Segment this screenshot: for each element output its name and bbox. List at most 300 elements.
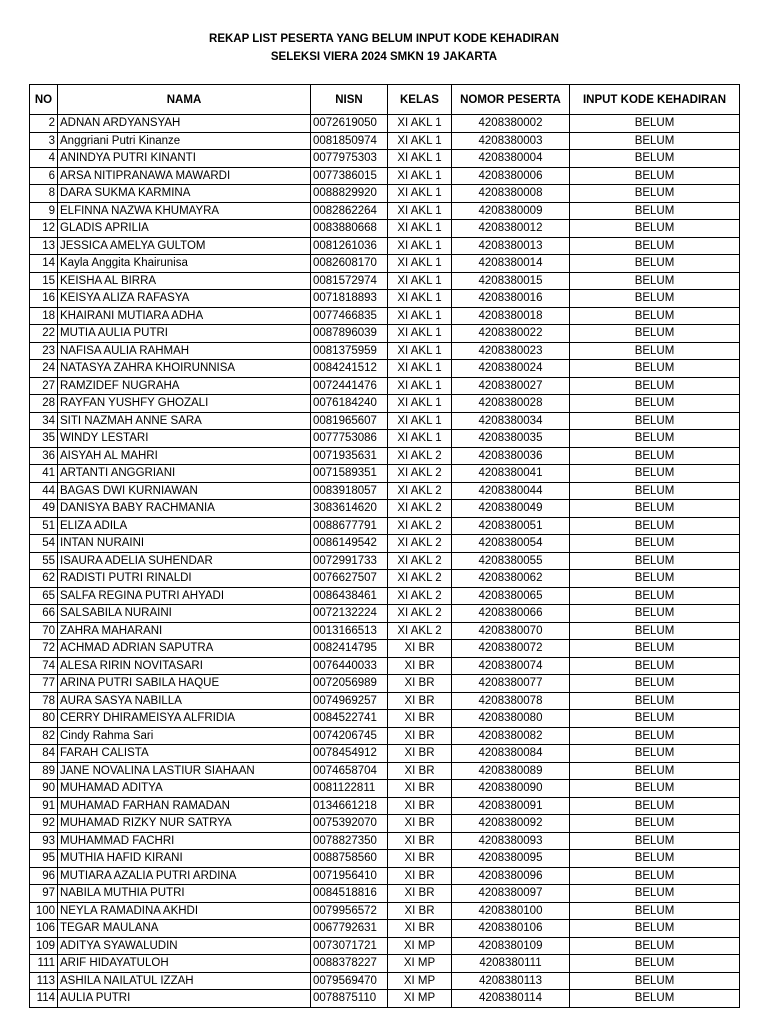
table-row bbox=[30, 675, 740, 693]
cell-kelas: XI BR bbox=[388, 657, 452, 675]
cell-kelas: XI BR bbox=[388, 762, 452, 780]
table-row bbox=[30, 202, 740, 220]
cell-no: 66 bbox=[30, 605, 58, 623]
cell-nisn: 0067792631 bbox=[311, 920, 388, 938]
cell-nama: GLADIS APRILIA bbox=[58, 220, 311, 238]
cell-kelas: XI BR bbox=[388, 867, 452, 885]
table-row bbox=[30, 937, 740, 955]
cell-nisn: 0076440033 bbox=[311, 657, 388, 675]
cell-kelas: XI AKL 1 bbox=[388, 412, 452, 430]
cell-input-kode-kehadiran: BELUM bbox=[570, 552, 740, 570]
table-row bbox=[30, 622, 740, 640]
cell-nomor-peserta: 4208380114 bbox=[452, 990, 570, 1008]
table-row bbox=[30, 465, 740, 483]
cell-kelas: XI AKL 2 bbox=[388, 465, 452, 483]
table-row bbox=[30, 220, 740, 238]
cell-no: 93 bbox=[30, 832, 58, 850]
cell-nomor-peserta: 4208380044 bbox=[452, 482, 570, 500]
cell-nisn: 0078454912 bbox=[311, 745, 388, 763]
table-row bbox=[30, 640, 740, 658]
cell-nama: RAMZIDEF NUGRAHA bbox=[58, 377, 311, 395]
cell-nama: ARSA NITIPRANAWA MAWARDI bbox=[58, 167, 311, 185]
cell-input-kode-kehadiran: BELUM bbox=[570, 797, 740, 815]
cell-input-kode-kehadiran: BELUM bbox=[570, 342, 740, 360]
cell-nomor-peserta: 4208380023 bbox=[452, 342, 570, 360]
cell-nama: KEISYA ALIZA RAFASYA bbox=[58, 290, 311, 308]
table-row bbox=[30, 745, 740, 763]
cell-nisn: 0081375959 bbox=[311, 342, 388, 360]
cell-kelas: XI AKL 1 bbox=[388, 360, 452, 378]
cell-nomor-peserta: 4208380018 bbox=[452, 307, 570, 325]
cell-kelas: XI BR bbox=[388, 710, 452, 728]
cell-nisn: 0084241512 bbox=[311, 360, 388, 378]
cell-no: 55 bbox=[30, 552, 58, 570]
cell-nomor-peserta: 4208380062 bbox=[452, 570, 570, 588]
cell-no: 13 bbox=[30, 237, 58, 255]
cell-nomor-peserta: 4208380014 bbox=[452, 255, 570, 273]
cell-nisn: 0071956410 bbox=[311, 867, 388, 885]
cell-kelas: XI AKL 2 bbox=[388, 587, 452, 605]
cell-input-kode-kehadiran: BELUM bbox=[570, 727, 740, 745]
cell-nisn: 0078875110 bbox=[311, 990, 388, 1008]
cell-input-kode-kehadiran: BELUM bbox=[570, 710, 740, 728]
cell-kelas: XI AKL 2 bbox=[388, 482, 452, 500]
cell-nisn: 0074658704 bbox=[311, 762, 388, 780]
table-row bbox=[30, 955, 740, 973]
cell-nisn: 0086149542 bbox=[311, 535, 388, 553]
cell-nomor-peserta: 4208380080 bbox=[452, 710, 570, 728]
cell-nama: AULIA PUTRI bbox=[58, 990, 311, 1008]
cell-kelas: XI AKL 1 bbox=[388, 272, 452, 290]
cell-nisn: 0074206745 bbox=[311, 727, 388, 745]
cell-no: 9 bbox=[30, 202, 58, 220]
cell-nomor-peserta: 4208380077 bbox=[452, 675, 570, 693]
cell-input-kode-kehadiran: BELUM bbox=[570, 517, 740, 535]
cell-nama: BAGAS DWI KURNIAWAN bbox=[58, 482, 311, 500]
cell-kelas: XI BR bbox=[388, 780, 452, 798]
table-row bbox=[30, 762, 740, 780]
cell-nomor-peserta: 4208380111 bbox=[452, 955, 570, 973]
cell-no: 22 bbox=[30, 325, 58, 343]
cell-nisn: 0134661218 bbox=[311, 797, 388, 815]
cell-input-kode-kehadiran: BELUM bbox=[570, 745, 740, 763]
cell-nomor-peserta: 4208380054 bbox=[452, 535, 570, 553]
cell-nama: ACHMAD ADRIAN SAPUTRA bbox=[58, 640, 311, 658]
cell-no: 12 bbox=[30, 220, 58, 238]
cell-nisn: 3083614620 bbox=[311, 500, 388, 518]
cell-nomor-peserta: 4208380009 bbox=[452, 202, 570, 220]
cell-nama: KHAIRANI MUTIARA ADHA bbox=[58, 307, 311, 325]
cell-no: 111 bbox=[30, 955, 58, 973]
cell-input-kode-kehadiran: BELUM bbox=[570, 150, 740, 168]
cell-kelas: XI BR bbox=[388, 885, 452, 903]
cell-no: 77 bbox=[30, 675, 58, 693]
document-title bbox=[0, 30, 768, 66]
header-nama: NAMA bbox=[58, 85, 311, 115]
cell-nomor-peserta: 4208380065 bbox=[452, 587, 570, 605]
cell-kelas: XI BR bbox=[388, 797, 452, 815]
table-row bbox=[30, 150, 740, 168]
cell-input-kode-kehadiran: BELUM bbox=[570, 850, 740, 868]
cell-nama: CERRY DHIRAMEISYA ALFRIDIA bbox=[58, 710, 311, 728]
table-row bbox=[30, 255, 740, 273]
cell-nama: RAYFAN YUSHFY GHOZALI bbox=[58, 395, 311, 413]
cell-nomor-peserta: 4208380092 bbox=[452, 815, 570, 833]
table-row bbox=[30, 360, 740, 378]
cell-nama: ALESA RIRIN NOVITASARI bbox=[58, 657, 311, 675]
cell-input-kode-kehadiran: BELUM bbox=[570, 360, 740, 378]
cell-input-kode-kehadiran: BELUM bbox=[570, 465, 740, 483]
cell-no: 113 bbox=[30, 972, 58, 990]
cell-nomor-peserta: 4208380055 bbox=[452, 552, 570, 570]
cell-nama: ELFINNA NAZWA KHUMAYRA bbox=[58, 202, 311, 220]
cell-nomor-peserta: 4208380100 bbox=[452, 902, 570, 920]
cell-nisn: 0077753086 bbox=[311, 430, 388, 448]
cell-nomor-peserta: 4208380034 bbox=[452, 412, 570, 430]
table-row bbox=[30, 132, 740, 150]
table-row bbox=[30, 272, 740, 290]
table-row bbox=[30, 780, 740, 798]
cell-nomor-peserta: 4208380041 bbox=[452, 465, 570, 483]
title-line-1: REKAP LIST PESERTA YANG BELUM INPUT KODE KEHADIRAN bbox=[209, 33, 559, 45]
cell-kelas: XI BR bbox=[388, 815, 452, 833]
cell-nama: MUTHIA HAFID KIRANI bbox=[58, 850, 311, 868]
cell-no: 82 bbox=[30, 727, 58, 745]
cell-input-kode-kehadiran: BELUM bbox=[570, 605, 740, 623]
cell-kelas: XI AKL 2 bbox=[388, 605, 452, 623]
cell-input-kode-kehadiran: BELUM bbox=[570, 220, 740, 238]
cell-input-kode-kehadiran: BELUM bbox=[570, 640, 740, 658]
cell-no: 15 bbox=[30, 272, 58, 290]
cell-nama: ANINDYA PUTRI KINANTI bbox=[58, 150, 311, 168]
cell-no: 90 bbox=[30, 780, 58, 798]
table-row bbox=[30, 710, 740, 728]
cell-nama: SALFA REGINA PUTRI AHYADI bbox=[58, 587, 311, 605]
cell-nisn: 0074969257 bbox=[311, 692, 388, 710]
cell-nama: WINDY LESTARI bbox=[58, 430, 311, 448]
cell-input-kode-kehadiran: BELUM bbox=[570, 955, 740, 973]
cell-nomor-peserta: 4208380072 bbox=[452, 640, 570, 658]
cell-nama: ARINA PUTRI SABILA HAQUE bbox=[58, 675, 311, 693]
cell-nisn: 0081850974 bbox=[311, 132, 388, 150]
cell-no: 34 bbox=[30, 412, 58, 430]
table-row bbox=[30, 657, 740, 675]
cell-nisn: 0083880668 bbox=[311, 220, 388, 238]
cell-input-kode-kehadiran: BELUM bbox=[570, 587, 740, 605]
cell-nisn: 0077975303 bbox=[311, 150, 388, 168]
cell-nama: Kayla Anggita Khairunisa bbox=[58, 255, 311, 273]
cell-no: 100 bbox=[30, 902, 58, 920]
cell-input-kode-kehadiran: BELUM bbox=[570, 412, 740, 430]
cell-nama: MUHAMAD RIZKY NUR SATRYA bbox=[58, 815, 311, 833]
cell-nisn: 0076184240 bbox=[311, 395, 388, 413]
cell-input-kode-kehadiran: BELUM bbox=[570, 325, 740, 343]
cell-nomor-peserta: 4208380074 bbox=[452, 657, 570, 675]
cell-kelas: XI AKL 1 bbox=[388, 255, 452, 273]
cell-no: 24 bbox=[30, 360, 58, 378]
cell-input-kode-kehadiran: BELUM bbox=[570, 307, 740, 325]
cell-kelas: XI AKL 1 bbox=[388, 220, 452, 238]
cell-kelas: XI AKL 1 bbox=[388, 150, 452, 168]
cell-kelas: XI AKL 1 bbox=[388, 167, 452, 185]
cell-nomor-peserta: 4208380004 bbox=[452, 150, 570, 168]
cell-nisn: 0072991733 bbox=[311, 552, 388, 570]
cell-kelas: XI BR bbox=[388, 727, 452, 745]
header-nomor-peserta: NOMOR PESERTA bbox=[452, 85, 570, 115]
cell-input-kode-kehadiran: BELUM bbox=[570, 447, 740, 465]
cell-input-kode-kehadiran: BELUM bbox=[570, 920, 740, 938]
cell-input-kode-kehadiran: BELUM bbox=[570, 377, 740, 395]
table-row bbox=[30, 325, 740, 343]
cell-nama: FARAH CALISTA bbox=[58, 745, 311, 763]
cell-nomor-peserta: 4208380028 bbox=[452, 395, 570, 413]
cell-nama: TEGAR MAULANA bbox=[58, 920, 311, 938]
cell-nomor-peserta: 4208380109 bbox=[452, 937, 570, 955]
cell-input-kode-kehadiran: BELUM bbox=[570, 692, 740, 710]
cell-nomor-peserta: 4208380070 bbox=[452, 622, 570, 640]
cell-kelas: XI MP bbox=[388, 937, 452, 955]
cell-nama: ASHILA NAILATUL IZZAH bbox=[58, 972, 311, 990]
cell-no: 72 bbox=[30, 640, 58, 658]
cell-no: 65 bbox=[30, 587, 58, 605]
table-row bbox=[30, 867, 740, 885]
cell-input-kode-kehadiran: BELUM bbox=[570, 500, 740, 518]
cell-nisn: 0082862264 bbox=[311, 202, 388, 220]
cell-kelas: XI AKL 2 bbox=[388, 552, 452, 570]
cell-nomor-peserta: 4208380093 bbox=[452, 832, 570, 850]
cell-input-kode-kehadiran: BELUM bbox=[570, 395, 740, 413]
cell-input-kode-kehadiran: BELUM bbox=[570, 780, 740, 798]
cell-input-kode-kehadiran: BELUM bbox=[570, 902, 740, 920]
cell-kelas: XI BR bbox=[388, 675, 452, 693]
cell-nama: ARTANTI ANGGRIANI bbox=[58, 465, 311, 483]
table-row bbox=[30, 972, 740, 990]
cell-nomor-peserta: 4208380051 bbox=[452, 517, 570, 535]
table-row bbox=[30, 587, 740, 605]
cell-nama: JESSICA AMELYA GULTOM bbox=[58, 237, 311, 255]
cell-nomor-peserta: 4208380095 bbox=[452, 850, 570, 868]
cell-nomor-peserta: 4208380002 bbox=[452, 115, 570, 133]
cell-no: 6 bbox=[30, 167, 58, 185]
cell-nisn: 0072056989 bbox=[311, 675, 388, 693]
cell-input-kode-kehadiran: BELUM bbox=[570, 290, 740, 308]
cell-nomor-peserta: 4208380012 bbox=[452, 220, 570, 238]
cell-kelas: XI AKL 2 bbox=[388, 517, 452, 535]
cell-nama: ELIZA ADILA bbox=[58, 517, 311, 535]
cell-nisn: 0088677791 bbox=[311, 517, 388, 535]
table-row bbox=[30, 447, 740, 465]
cell-kelas: XI AKL 1 bbox=[388, 395, 452, 413]
cell-input-kode-kehadiran: BELUM bbox=[570, 867, 740, 885]
cell-nama: MUHAMAD ADITYA bbox=[58, 780, 311, 798]
cell-nama: SALSABILA NURAINI bbox=[58, 605, 311, 623]
cell-nisn: 0075392070 bbox=[311, 815, 388, 833]
cell-no: 16 bbox=[30, 290, 58, 308]
cell-nisn: 0071818893 bbox=[311, 290, 388, 308]
cell-nisn: 0072441476 bbox=[311, 377, 388, 395]
cell-nomor-peserta: 4208380015 bbox=[452, 272, 570, 290]
cell-no: 95 bbox=[30, 850, 58, 868]
cell-nomor-peserta: 4208380097 bbox=[452, 885, 570, 903]
table-row bbox=[30, 517, 740, 535]
cell-no: 54 bbox=[30, 535, 58, 553]
cell-nomor-peserta: 4208380003 bbox=[452, 132, 570, 150]
cell-kelas: XI BR bbox=[388, 832, 452, 850]
cell-no: 8 bbox=[30, 185, 58, 203]
cell-nomor-peserta: 4208380006 bbox=[452, 167, 570, 185]
table-row bbox=[30, 832, 740, 850]
cell-nisn: 0084522741 bbox=[311, 710, 388, 728]
table-row bbox=[30, 692, 740, 710]
table-row bbox=[30, 535, 740, 553]
header-kelas: KELAS bbox=[388, 85, 452, 115]
table-row bbox=[30, 115, 740, 133]
cell-kelas: XI BR bbox=[388, 692, 452, 710]
cell-input-kode-kehadiran: BELUM bbox=[570, 535, 740, 553]
cell-kelas: XI AKL 1 bbox=[388, 290, 452, 308]
title-line-2: SELEKSI VIERA 2024 SMKN 19 JAKARTA bbox=[270, 51, 498, 63]
cell-input-kode-kehadiran: BELUM bbox=[570, 255, 740, 273]
table-row bbox=[30, 395, 740, 413]
cell-kelas: XI AKL 2 bbox=[388, 570, 452, 588]
cell-nomor-peserta: 4208380113 bbox=[452, 972, 570, 990]
cell-input-kode-kehadiran: BELUM bbox=[570, 972, 740, 990]
cell-nisn: 0083918057 bbox=[311, 482, 388, 500]
cell-input-kode-kehadiran: BELUM bbox=[570, 132, 740, 150]
cell-nama: ZAHRA MAHARANI bbox=[58, 622, 311, 640]
table-row bbox=[30, 290, 740, 308]
cell-nomor-peserta: 4208380008 bbox=[452, 185, 570, 203]
cell-nama: NAFISA AULIA RAHMAH bbox=[58, 342, 311, 360]
cell-nomor-peserta: 4208380089 bbox=[452, 762, 570, 780]
table-row bbox=[30, 307, 740, 325]
cell-input-kode-kehadiran: BELUM bbox=[570, 202, 740, 220]
cell-no: 114 bbox=[30, 990, 58, 1008]
cell-no: 44 bbox=[30, 482, 58, 500]
cell-kelas: XI AKL 1 bbox=[388, 377, 452, 395]
table-row bbox=[30, 920, 740, 938]
cell-nomor-peserta: 4208380035 bbox=[452, 430, 570, 448]
cell-kelas: XI AKL 1 bbox=[388, 342, 452, 360]
cell-nisn: 0088758560 bbox=[311, 850, 388, 868]
cell-nama: MUHAMAD FARHAN RAMADAN bbox=[58, 797, 311, 815]
table-row bbox=[30, 377, 740, 395]
cell-nama: ISAURA ADELIA SUHENDAR bbox=[58, 552, 311, 570]
cell-input-kode-kehadiran: BELUM bbox=[570, 430, 740, 448]
table-row bbox=[30, 482, 740, 500]
table-row bbox=[30, 902, 740, 920]
cell-kelas: XI BR bbox=[388, 745, 452, 763]
cell-nomor-peserta: 4208380066 bbox=[452, 605, 570, 623]
cell-nisn: 0088378227 bbox=[311, 955, 388, 973]
cell-no: 28 bbox=[30, 395, 58, 413]
header-input-kode-kehadiran: INPUT KODE KEHADIRAN bbox=[570, 85, 740, 115]
cell-kelas: XI AKL 1 bbox=[388, 185, 452, 203]
cell-nomor-peserta: 4208380024 bbox=[452, 360, 570, 378]
cell-no: 41 bbox=[30, 465, 58, 483]
cell-nisn: 0084518816 bbox=[311, 885, 388, 903]
cell-input-kode-kehadiran: BELUM bbox=[570, 657, 740, 675]
cell-input-kode-kehadiran: BELUM bbox=[570, 272, 740, 290]
cell-no: 18 bbox=[30, 307, 58, 325]
cell-nisn: 0072619050 bbox=[311, 115, 388, 133]
cell-input-kode-kehadiran: BELUM bbox=[570, 832, 740, 850]
cell-nomor-peserta: 4208380036 bbox=[452, 447, 570, 465]
cell-input-kode-kehadiran: BELUM bbox=[570, 885, 740, 903]
cell-nomor-peserta: 4208380013 bbox=[452, 237, 570, 255]
cell-nisn: 0081261036 bbox=[311, 237, 388, 255]
cell-nisn: 0081965607 bbox=[311, 412, 388, 430]
cell-no: 97 bbox=[30, 885, 58, 903]
cell-nomor-peserta: 4208380049 bbox=[452, 500, 570, 518]
cell-nisn: 0079956572 bbox=[311, 902, 388, 920]
cell-no: 84 bbox=[30, 745, 58, 763]
cell-nisn: 0082414795 bbox=[311, 640, 388, 658]
table-row bbox=[30, 990, 740, 1008]
cell-nomor-peserta: 4208380106 bbox=[452, 920, 570, 938]
cell-nama: RADISTI PUTRI RINALDI bbox=[58, 570, 311, 588]
cell-nomor-peserta: 4208380082 bbox=[452, 727, 570, 745]
header-no: NO bbox=[30, 85, 58, 115]
cell-no: 23 bbox=[30, 342, 58, 360]
cell-input-kode-kehadiran: BELUM bbox=[570, 237, 740, 255]
cell-nama: MUHAMMAD FACHRI bbox=[58, 832, 311, 850]
cell-input-kode-kehadiran: BELUM bbox=[570, 482, 740, 500]
cell-nisn: 0071589351 bbox=[311, 465, 388, 483]
cell-nisn: 0077386015 bbox=[311, 167, 388, 185]
table-row bbox=[30, 885, 740, 903]
table-row bbox=[30, 727, 740, 745]
cell-no: 106 bbox=[30, 920, 58, 938]
cell-no: 36 bbox=[30, 447, 58, 465]
cell-no: 4 bbox=[30, 150, 58, 168]
table-row bbox=[30, 552, 740, 570]
cell-nama: MUTIA AULIA PUTRI bbox=[58, 325, 311, 343]
cell-nama: NABILA MUTHIA PUTRI bbox=[58, 885, 311, 903]
cell-no: 70 bbox=[30, 622, 58, 640]
cell-nomor-peserta: 4208380091 bbox=[452, 797, 570, 815]
cell-no: 27 bbox=[30, 377, 58, 395]
cell-input-kode-kehadiran: BELUM bbox=[570, 115, 740, 133]
cell-nama: JANE NOVALINA LASTIUR SIAHAAN bbox=[58, 762, 311, 780]
cell-nisn: 0013166513 bbox=[311, 622, 388, 640]
header-nisn: NISN bbox=[311, 85, 388, 115]
cell-nisn: 0082608170 bbox=[311, 255, 388, 273]
cell-input-kode-kehadiran: BELUM bbox=[570, 570, 740, 588]
cell-no: 62 bbox=[30, 570, 58, 588]
cell-no: 35 bbox=[30, 430, 58, 448]
cell-input-kode-kehadiran: BELUM bbox=[570, 622, 740, 640]
cell-nama: DANISYA BABY RACHMANIA bbox=[58, 500, 311, 518]
table-row bbox=[30, 797, 740, 815]
cell-kelas: XI AKL 1 bbox=[388, 202, 452, 220]
cell-nisn: 0073071721 bbox=[311, 937, 388, 955]
cell-nama: NEYLA RAMADINA AKHDI bbox=[58, 902, 311, 920]
cell-input-kode-kehadiran: BELUM bbox=[570, 762, 740, 780]
cell-nomor-peserta: 4208380096 bbox=[452, 867, 570, 885]
table-row bbox=[30, 412, 740, 430]
cell-kelas: XI AKL 2 bbox=[388, 535, 452, 553]
table-row bbox=[30, 815, 740, 833]
cell-no: 3 bbox=[30, 132, 58, 150]
cell-kelas: XI AKL 2 bbox=[388, 500, 452, 518]
cell-nisn: 0072132224 bbox=[311, 605, 388, 623]
cell-kelas: XI MP bbox=[388, 955, 452, 973]
table-row bbox=[30, 500, 740, 518]
table-row bbox=[30, 850, 740, 868]
cell-nama: Anggriani Putri Kinanze bbox=[58, 132, 311, 150]
cell-input-kode-kehadiran: BELUM bbox=[570, 185, 740, 203]
